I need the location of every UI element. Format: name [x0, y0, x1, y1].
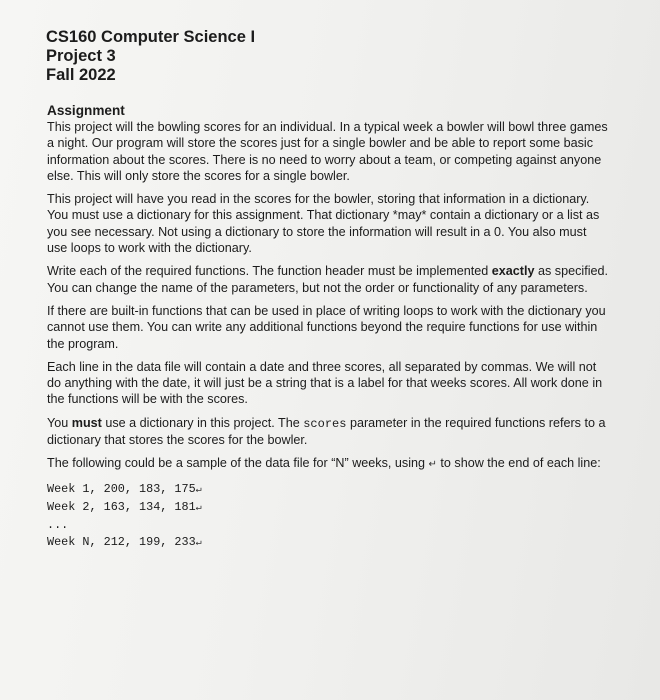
paragraph-overview: This project will the bowling scores for an individual. In a typical week a bowler will bowl three games a night. Our program will store the scores just for a single bowler and be able to report some basic information about the scores. There is no need to worry about a team, or competing against anyone else. This will only store the scores for a single bowler. [47, 120, 608, 183]
assignment-heading: Assignment [47, 103, 125, 118]
project-title: Project 3 [46, 47, 116, 65]
sample-line-2-text: Week 2, 163, 134, 181 [47, 499, 196, 514]
sample-intro-text: The following could be a sample of the data file for “N” weeks, using [47, 456, 429, 471]
paragraph-functions-text-2: as specified. You can change the name of the parameters, but not the order or functionality of any parameters. [47, 264, 609, 295]
sample-line-n-text: Week N, 212, 199, 233 [47, 534, 196, 549]
assignment-section [47, 103, 609, 552]
paragraph-builtins: If there are built-in functions that can be used in place of writing loops to work with the dictionary you cannot use them. You can write any additional functions beyond the require functions for use within the program. [47, 303, 606, 351]
paragraph-functions-text: Write each of the required functions. The function header must be implemented [47, 264, 492, 279]
sample-ellipsis: ... [47, 517, 69, 532]
paragraph-data-file: Each line in the data file will contain a date and three scores, all separated by commas. We will not do anything with the date, it will just be a string that is a label for that weeks scores. All work done in the functions will be with the scores. [47, 359, 603, 407]
course-title: CS160 Computer Science I [46, 28, 256, 46]
paragraph-must-text-2: use a dictionary in this project. The [101, 415, 304, 430]
paragraph-must-text-3: parameter in the required functions refers to a dictionary that stores the scores for the bowler. [47, 415, 606, 448]
sample-line-1-text: Week 1, 200, 183, 175 [47, 481, 196, 496]
sample-line-1 [47, 481, 609, 499]
sample-line-n [47, 534, 609, 552]
paragraph-dictionary: This project will have you read in the scores for the bowler, storing that information in a dictionary. You must use a dictionary for this assignment. That dictionary *may* contain a dictionary or a list as you see necessary. Not using a dictionary to store the information will result in a 0. You also must use loops to work with the dictionary. [47, 192, 600, 256]
sample-data-block [47, 481, 609, 552]
paragraph-must-use-dictionary [47, 415, 609, 449]
return-icon: ↵ [195, 484, 202, 496]
emphasis-must: must [71, 415, 102, 430]
return-icon: ↵ [195, 502, 202, 514]
sample-intro-text-2: to show the end of each line: [436, 456, 601, 471]
return-icon: ↵ [428, 459, 437, 471]
paragraph-must-text: You [47, 415, 72, 430]
title-block [46, 28, 255, 85]
sample-line-2 [47, 499, 609, 517]
paragraph-functions [47, 263, 609, 296]
scores-parameter: scores [303, 416, 347, 431]
return-icon: ↵ [195, 537, 202, 549]
emphasis-exactly: exactly [491, 264, 535, 279]
paragraph-sample-intro [47, 455, 609, 473]
term-title: Fall 2022 [46, 66, 116, 84]
